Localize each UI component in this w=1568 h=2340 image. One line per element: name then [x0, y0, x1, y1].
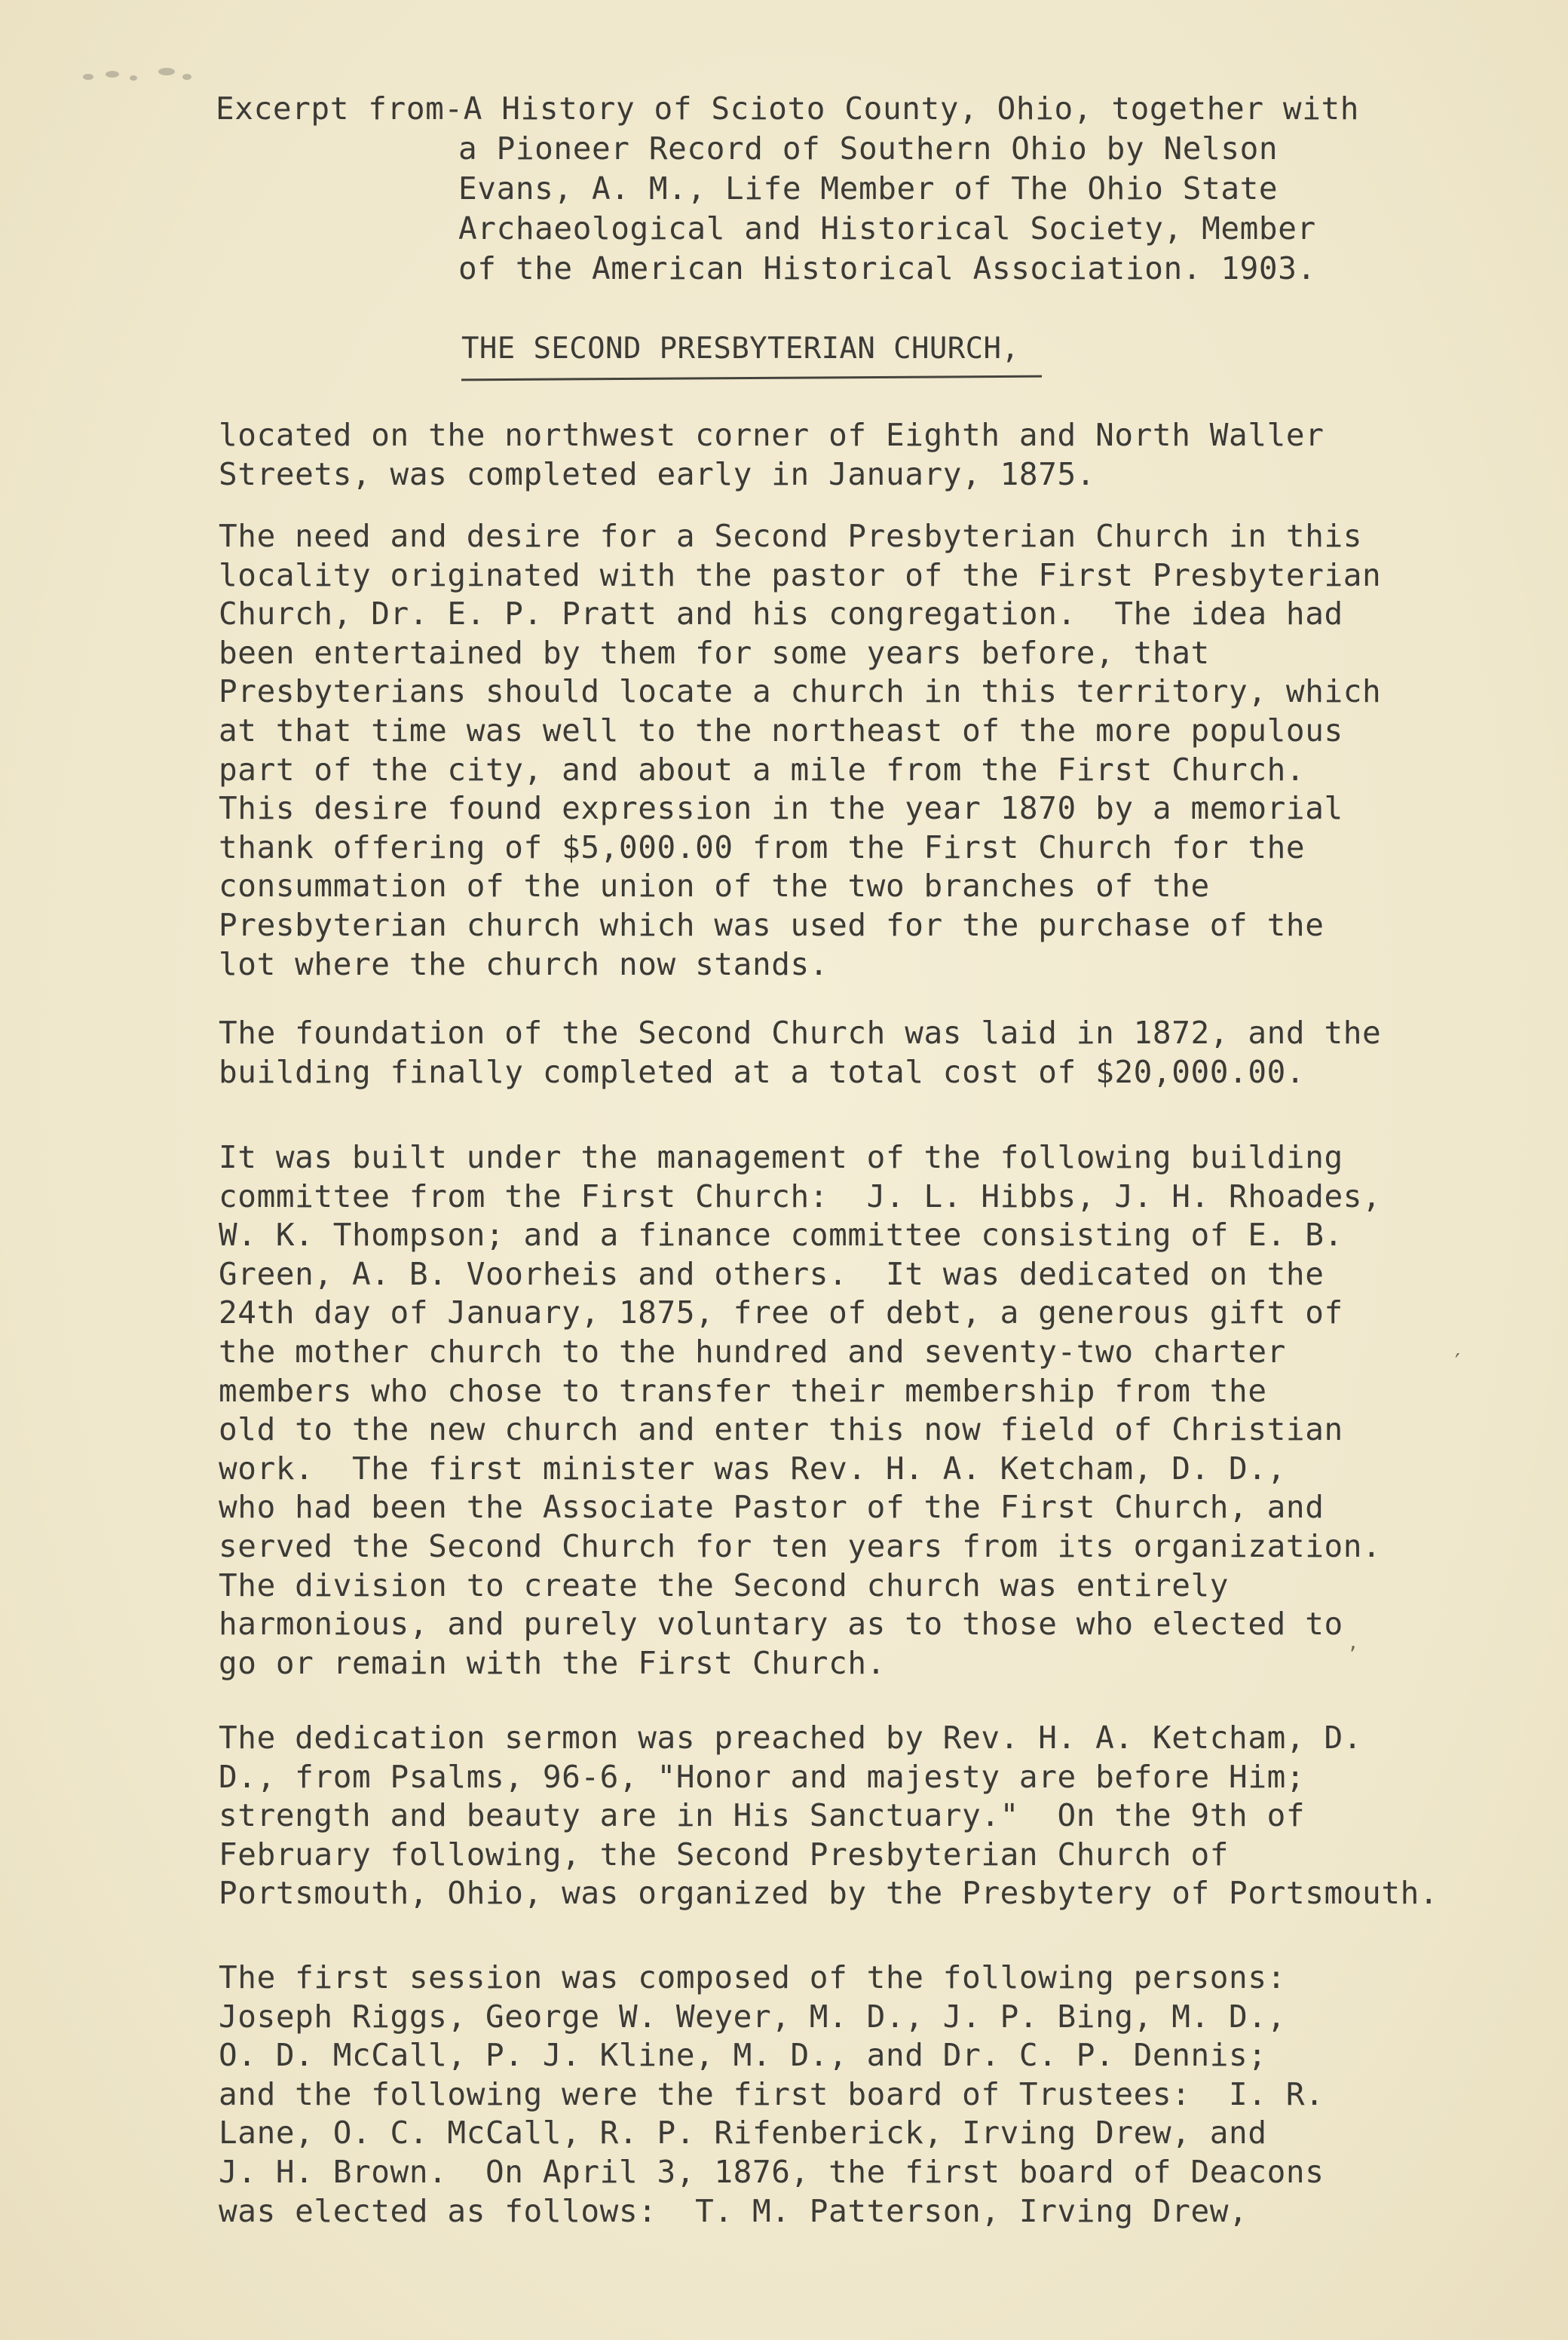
citation-line: Archaeological and Historical Society, Member	[458, 210, 1316, 247]
citation-line: Excerpt from-A History of Scioto County, Ohio, together with	[216, 90, 1360, 127]
text-line: go or remain with the First Church.	[219, 1644, 886, 1681]
text-line: Streets, was completed early in January, 1875.	[219, 455, 1096, 492]
text-line: the mother church to the hundred and seventy-two charter	[219, 1333, 1286, 1370]
text-line: It was built under the management of the following building	[219, 1139, 1343, 1175]
text-line: D., from Psalms, 96-6, "Honor and majesty are before Him;	[219, 1758, 1306, 1795]
text-line: W. K. Thompson; and a finance committee consisting of E. B.	[219, 1217, 1343, 1254]
text-line: February following, the Second Presbyterian Church of	[219, 1836, 1230, 1873]
text-line: Presbyterians should locate a church in this territory, which	[219, 673, 1382, 710]
stray-ink-mark: ,	[1349, 1628, 1357, 1655]
text-line: harmonious, and purely voluntary as to those who elected to	[219, 1606, 1343, 1643]
citation-line: a Pioneer Record of Southern Ohio by Nelson	[458, 130, 1279, 167]
text-line: work. The first minister was Rev. H. A. Ketcham, D. D.,	[219, 1450, 1286, 1487]
text-line: The division to create the Second church was entirely	[219, 1567, 1230, 1603]
text-line: Presbyterian church which was used for the purchase of the	[219, 906, 1325, 943]
text-line: thank offering of $5,000.00 from the First Church for the	[219, 828, 1306, 865]
text-line: Joseph Riggs, George W. Weyer, M. D., J. P. Bing, M. D.,	[219, 1998, 1286, 2035]
text-line: served the Second Church for ten years from its organization.	[219, 1527, 1382, 1564]
paragraph-location	[219, 416, 1455, 494]
text-line: part of the city, and about a mile from the First Church.	[219, 751, 1306, 788]
text-line: J. H. Brown. On April 3, 1876, the first board of Deacons	[219, 2153, 1325, 2190]
source-citation	[216, 89, 1377, 289]
stray-ink-mark: ′	[1455, 1349, 1460, 1376]
text-line: locality originated with the pastor of the First Presbyterian	[219, 556, 1382, 593]
text-line: lot where the church now stands.	[219, 945, 829, 982]
text-line: located on the northwest corner of Eighth and North Waller	[219, 417, 1325, 453]
text-line: consummation of the union of the two branches of the	[219, 868, 1210, 905]
text-line: who had been the Associate Pastor of the First Church, and	[219, 1489, 1325, 1526]
citation-line: of the American Historical Association. 1903.	[458, 250, 1316, 286]
text-line: Portsmouth, Ohio, was organized by the Presbytery of Portsmouth.	[219, 1875, 1439, 1912]
paragraph-origin	[219, 517, 1455, 984]
text-line: old to the new church and enter this now field of Christian	[219, 1411, 1343, 1448]
text-line: O. D. McCall, P. J. Kline, M. D., and Dr. C. P. Dennis;	[219, 2037, 1267, 2074]
text-line: The dedication sermon was preached by Rev. H. A. Ketcham, D.	[219, 1720, 1363, 1756]
citation-line: Evans, A. M., Life Member of The Ohio State	[458, 170, 1279, 207]
text-line: was elected as follows: T. M. Patterson, Irving Drew,	[219, 2192, 1248, 2229]
text-line: Church, Dr. E. P. Pratt and his congregation. The idea had	[219, 596, 1343, 632]
paragraph-dedication	[219, 1719, 1455, 1913]
text-line: Lane, O. C. McCall, R. P. Rifenberick, Irving Drew, and	[219, 2115, 1267, 2152]
text-line: 24th day of January, 1875, free of debt, a generous gift of	[219, 1294, 1343, 1331]
text-line: committee from the First Church: J. L. Hibbs, J. H. Rhoades,	[219, 1178, 1382, 1214]
paragraph-foundation	[219, 1014, 1455, 1092]
text-line: This desire found expression in the year 1870 by a memorial	[219, 790, 1343, 827]
text-line: strength and beauty are in His Sanctuary." On the 9th of	[219, 1797, 1306, 1834]
ink-smudge	[83, 66, 204, 89]
paragraph-construction	[219, 1138, 1455, 1683]
text-line: and the following were the first board of Trustees: I. R.	[219, 2075, 1325, 2112]
title-underline	[461, 375, 1042, 381]
text-line: The need and desire for a Second Presbyterian Church in this	[219, 518, 1363, 554]
section-title: THE SECOND PRESBYTERIAN CHURCH,	[461, 332, 1020, 366]
paragraph-first-session	[219, 1959, 1455, 2231]
text-line: The foundation of the Second Church was laid in 1872, and the	[219, 1015, 1382, 1051]
text-line: Green, A. B. Voorheis and others. It was dedicated on the	[219, 1255, 1325, 1292]
text-line: been entertained by them for some years before, that	[219, 634, 1210, 671]
text-line: at that time was well to the northeast of the more populous	[219, 712, 1343, 749]
text-line: building finally completed at a total cost of $20,000.00.	[219, 1053, 1306, 1090]
text-line: The first session was composed of the following persons:	[219, 1959, 1286, 1995]
text-line: members who chose to transfer their membership from the	[219, 1372, 1267, 1409]
